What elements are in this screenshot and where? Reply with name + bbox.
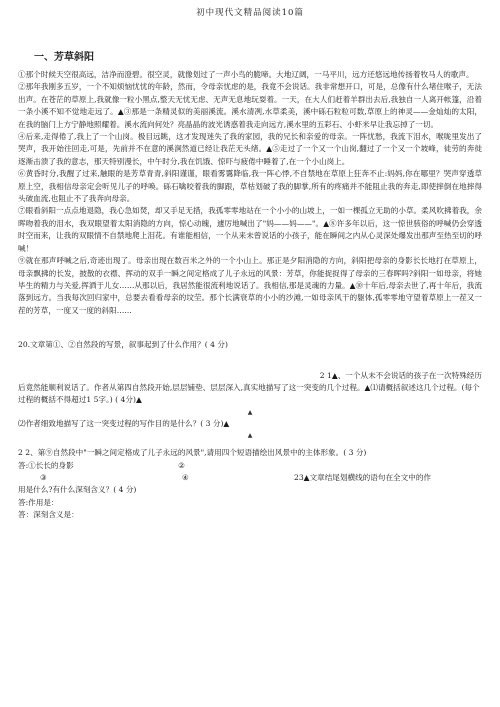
question-22: 2 2、第⑨自然段中"一瞬之间定格成了儿子永远的风景",请用四个短语描绘出风景中的主体形象。( 3 分)	[18, 448, 367, 458]
question-21-part-2: ⑵作者细致地描写了这一突变过程的写作目的是什么？( 3 分)▲	[18, 418, 230, 428]
triangle-marker-2: ▲	[247, 432, 253, 440]
section-title: 一、芳草斜阳	[34, 52, 94, 63]
paragraph-4: ④后来,走得倦了,我上了一个山岗。极目远眺，这才发现迷失了我的家园，我的兄长和亲爱的母亲。一阵忧愁，我流下泪水，喉咙里发出了哭声，我开始往回走,可是，先前并不在意的溪涧然道已经让我茫无头绪。▲⑤走过了一个又一个山岗,翻过了一个又一个坡峰，徒劳的奔徙逐渐击溃了我的意志，那天特别漫长，中午时分,我在饥饿、惊吓与疲倦中睡着了,在一个小山岗上。	[18, 132, 482, 166]
question-20: 20.文章第①、②自然段的写景，叙事起到了什么作用？( 4 分)	[18, 340, 228, 350]
question-23-line-1: 23▲文章结尾划横线的语句在全文中的作	[294, 472, 432, 482]
paragraph-1: ①那个时候天空很高远，洁净而澄碧。很空灵，就像划过了一声小鸟的脆啼。大地辽阔，一马平川，远方还悠远地传扬着牧马人的歌声。	[18, 70, 474, 79]
document-header: 初中现代文精品阅读10篇	[196, 8, 304, 18]
answer-item-2: ②	[178, 460, 185, 470]
answer-item-3: ③	[40, 472, 47, 482]
question-21-line-1: 2 1▲、一个从未不会说话的孩子在一次特殊经历	[319, 370, 482, 380]
question-22-answer-row-1	[18, 460, 482, 472]
triangle-marker: ▲	[247, 408, 253, 416]
question-23-line-2: 用是什么?有什么深刻含义？( 4 分)	[18, 485, 137, 495]
paragraph-2: ②那年我刚多五岁，一个不知烦恼忧忧的年龄，然而，令母亲忧虑的是，我竟不会说话。我非常想开口，可是，总像有什么堵住喉子，无法出声。在苍茫的草原上,我就像一粒小黑点,整天无忧无虑、无声无息地玩耍着。一天，在大人们赶着羊群出去后,我独自一人离开帐篷，沿着一条小溪不知不觉地走远了。▲③那是一条精灵似的美丽溪流。溪水清冽,水草柔美，溪中砾石粒粒可数,草原上的神灵——金灿灿的太阳，在我的脑门上方宁静地照耀着。溪水流向何处？亮晶晶的波光诱惑着我走向远方,溪水里的五彩石、小虾米早让我忘掉了一切。	[18, 82, 482, 129]
paragraph-6: ⑥黄昏时分,我醒了过来,触眼的是芳草青青,斜阳谨谨，眼看雾霭降临,我一阵心悸,不自禁地在草原上狂奔不止:妈妈,你在哪里？哭声穿透草原上空，我相信母亲定会听见儿子的呼唤。砾石噙咬着我的脚跟，草枯划破了我的脚掌,所有的疼痛并不能阻止我的奔走,即使摔倒在地摔得头破血流,也阻止不了我奔向母亲。	[18, 169, 482, 204]
answer-label: 答:	[18, 460, 29, 470]
answer-item-4: ④	[182, 472, 189, 482]
paragraph-7: ⑦眼看斜阳一点点地退隐，我心急如焚，却又手足无措，我孤零零地站在一个小小的山坡上，一如一棵孤立无助的小草。柔风吹拂着我，余晖吻着我的泪水，我双眼望着太阳消隐的方向，惊心动魄，遽厉地喊出了"妈——妈——"。▲⑧许多年以后，这一惊世骇俗的呼喊仍会穿透时空而来，让我的双眼情不自禁地爬上泪花。有谁能相信，一个从来未曾说话的小孩子，能在瞬间之内从心灵深处爆发出那声至热至切的呼喊！	[18, 206, 482, 253]
answer-item-1: ①长长的身影	[28, 460, 74, 470]
question-21-line-2: 后竟然能顺利说话了。作者从第四自然段开始,层层铺垫、层层深入,真实地描写了这一突变的几个过程。▲⑴请概括叙述这几个过程。(每个过程的概括不得超过1 5字。) ( 4分)▲	[18, 382, 480, 405]
question-22-answer-row-2	[18, 472, 482, 484]
answer-meaning: 答：深刻含义是：	[18, 510, 79, 520]
paragraph-9: ⑨就在那声呼喊之后,奇迹出现了。母亲出现在数百米之外的一个小山上。那正是夕阳消隐的方向，斜阳把母亲的身影长长地打在草原上，母亲飘拂的长发，披散的衣襟、挥动的双手一瞬之间定格成了儿子永远的风景：芳草，你能捉捉得了母亲的三春晖吗?斜阳一如母亲，将她毕生的精力与关爱,挥洒于儿女……从那以后，我居然能很流利地说话了。我相信,那是灵魂的力量。▲⑩十年后,母亲去世了,再十年后，我流落到远方。当我每次回归家中，总要去看看母亲的坟茔。那个长满衰草的小小的沙滩,一如母亲风干的躯体,孤零零地守望着草原上一茬又一茬的芳草，一度又一度的斜阳……	[18, 256, 482, 315]
answer-role: 答:作用是：	[18, 497, 59, 507]
document-page	[18, 6, 482, 522]
